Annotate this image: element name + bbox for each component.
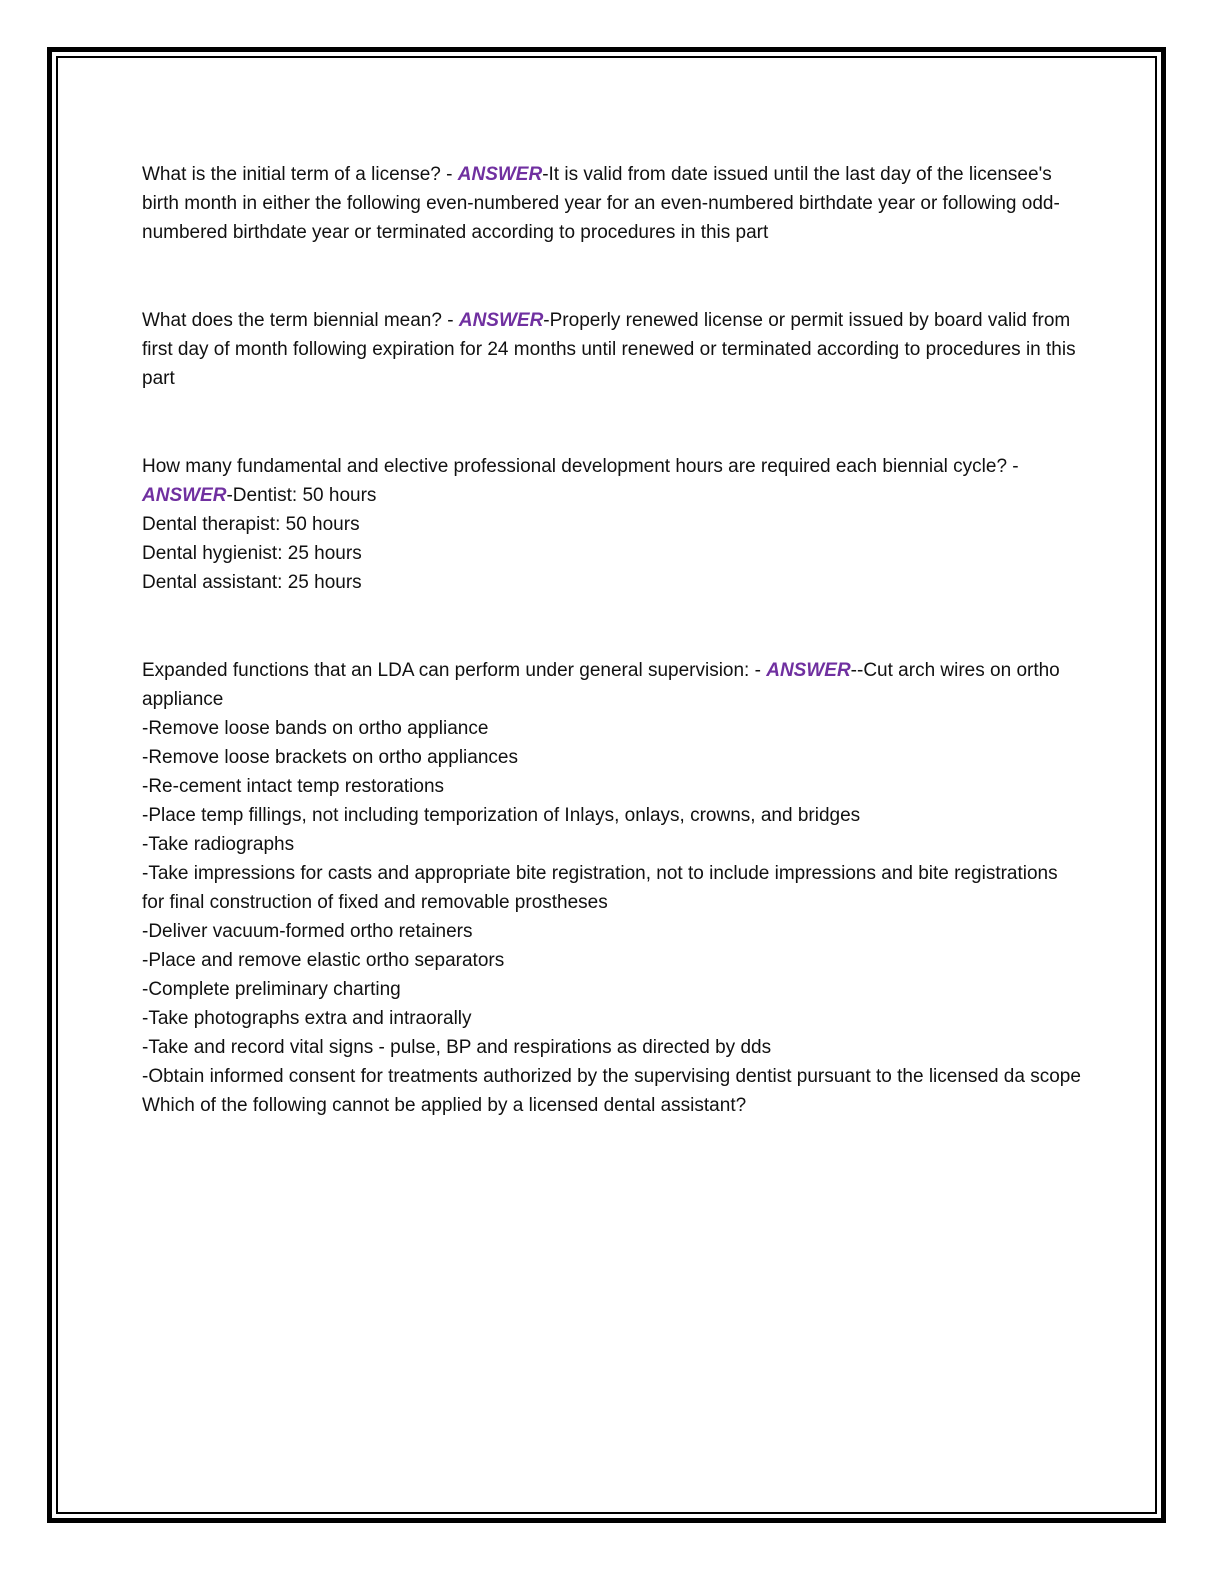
list-item: -Take impressions for casts and appropriate bite registration, not to include impressions and bite registrations for final construction of fixed and removable prostheses [142, 863, 1058, 913]
qa-paragraph [142, 160, 1082, 247]
qa-paragraph [142, 306, 1082, 393]
document-body [142, 160, 1082, 1120]
list-item: -Take photographs extra and intraorally [142, 1008, 472, 1029]
list-item: -Complete preliminary charting [142, 979, 401, 1000]
list-item: -Take and record vital signs - pulse, BP and respirations as directed by dds [142, 1037, 772, 1058]
list-item: -Take radiographs [142, 834, 295, 855]
qa-block-2 [142, 306, 1082, 393]
list-item: -Remove loose bands on ortho appliance [142, 718, 489, 739]
qa-paragraph [142, 656, 1082, 714]
answer-label: ANSWER [458, 310, 544, 331]
list-item: -Obtain informed consent for treatments authorized by the supervising dentist pursuant to the licensed da scope [142, 1066, 1081, 1087]
qa-block-1 [142, 160, 1082, 247]
final-question: Which of the following cannot be applied by a licensed dental assistant? [142, 1095, 747, 1116]
list-item: Dental therapist: 50 hours [142, 514, 360, 535]
question-text: What does the term biennial mean? - [142, 310, 459, 331]
qa-paragraph [142, 452, 1082, 510]
list-item: -Place temp fillings, not including temporization of Inlays, onlays, crowns, and bridges [142, 805, 861, 826]
list-item: -Re-cement intact temp restorations [142, 776, 445, 797]
list-item: -Place and remove elastic ortho separators [142, 950, 505, 971]
qa-block-4 [142, 656, 1082, 1120]
answer-label: ANSWER [457, 164, 543, 185]
list-item: Dental assistant: 25 hours [142, 572, 362, 593]
question-text: Expanded functions that an LDA can perform under general supervision: - [142, 660, 767, 681]
answer-text: -Properly renewed license or permit issued by board valid from first day of month following expiration for 24 months until renewed or terminated according to procedures in this part [142, 310, 1076, 389]
answer-text: -Dentist: 50 hours [226, 485, 377, 506]
question-text: What is the initial term of a license? - [142, 164, 458, 185]
question-text: How many fundamental and elective professional development hours are required each biennial cycle? - [142, 456, 1019, 477]
list-item: -Remove loose brackets on ortho appliances [142, 747, 518, 768]
answer-text: --Cut arch wires on ortho appliance [142, 660, 1060, 710]
qa-block-3 [142, 452, 1082, 597]
answer-label: ANSWER [142, 485, 227, 506]
answer-text: -It is valid from date issued until the last day of the licensee's birth month in either the following even-numbered year for an even-numbered birthdate year or following odd-numbered birthdate year or terminated according to procedures in this part [142, 164, 1060, 243]
answer-label: ANSWER [766, 660, 851, 681]
list-item: Dental hygienist: 25 hours [142, 543, 362, 564]
list-item: -Deliver vacuum-formed ortho retainers [142, 921, 473, 942]
